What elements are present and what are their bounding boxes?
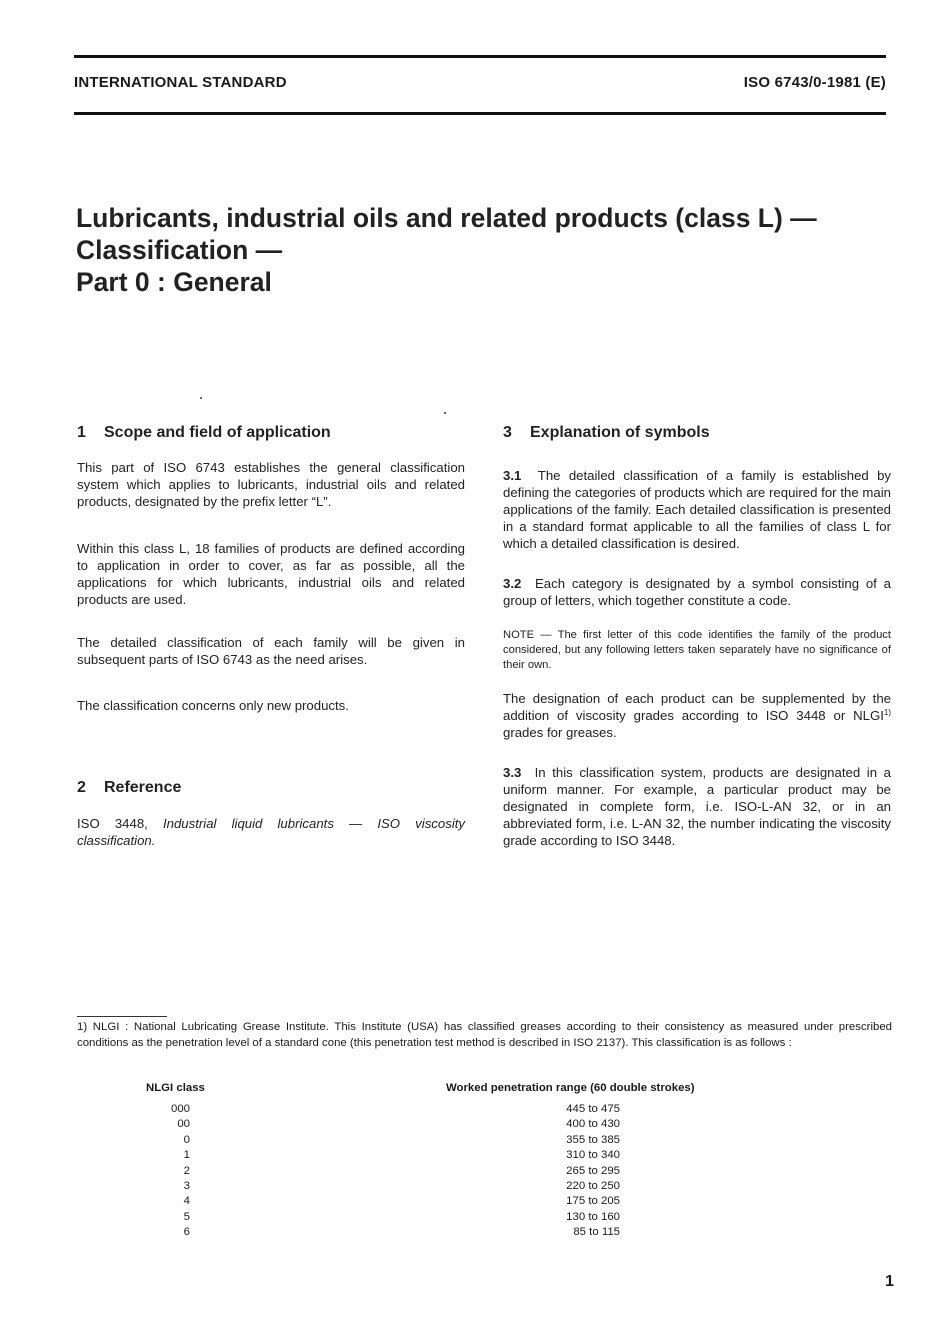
- section-title: Reference: [104, 779, 182, 796]
- header-standard-label: INTERNATIONAL STANDARD: [74, 74, 287, 91]
- table-cell: 00: [177, 1118, 190, 1131]
- table-cell: 175 to 205: [566, 1195, 620, 1208]
- footnote-rule: [77, 1016, 167, 1017]
- clause-3-3: [503, 764, 891, 849]
- section-3-heading: [503, 424, 710, 441]
- section-1-paragraph-2: Within this class L, 18 families of products are defined according to application in order to cover, as far as possible, all the applications for which lubricants, industrial oils and related products are used.: [77, 541, 465, 607]
- table-cell: 4: [183, 1195, 190, 1208]
- nlgi-table-header-penetration: Worked penetration range (60 double strokes): [446, 1082, 695, 1094]
- table-cell: 5: [183, 1210, 190, 1223]
- header-standard-number: ISO 6743/0-1981 (E): [743, 74, 886, 91]
- nlgi-table-header-class: NLGI class: [146, 1082, 205, 1094]
- table-cell: 0: [183, 1133, 190, 1146]
- header-bottom-rule: [74, 112, 886, 115]
- table-cell: 3: [183, 1179, 190, 1192]
- table-cell: 1: [183, 1149, 190, 1162]
- clause-number: 3.2: [503, 576, 522, 591]
- table-cell: 445 to 475: [566, 1103, 620, 1115]
- title-line-1: Lubricants, industrial oils and related products (class L) —: [76, 203, 817, 233]
- table-cell: 310 to 340: [566, 1149, 620, 1162]
- clause-text: The detailed classification of a family is established by defining the categories of products which are required for the main applications of the family. Each detailed classification is presented in a standard format applicable to all the families of class L for which a detailed classification is desired.: [503, 468, 891, 551]
- table-cell: 2: [183, 1164, 190, 1177]
- section-title: Scope and field of application: [104, 424, 331, 441]
- clause-3-2: [503, 575, 891, 609]
- scan-speck: [200, 397, 202, 399]
- section-title: Explanation of symbols: [530, 424, 710, 441]
- header-top-rule: [74, 55, 886, 58]
- reference-title: Industrial liquid lubricants — ISO viscosity classification.: [77, 816, 466, 848]
- table-cell: 6: [183, 1226, 190, 1239]
- clause-text: In this classification system, products are designated in a uniform manner. For example, a particular product may be designated in complete form, i.e. ISO-L-AN 32, or in an abbreviated form, i.e. L-AN 32, the number indicating the viscosity grade according to ISO 3448.: [503, 765, 891, 848]
- title-line-3: Part 0 : General: [76, 267, 272, 297]
- designation-paragraph: [503, 690, 891, 741]
- table-cell: 400 to 430: [566, 1118, 620, 1131]
- table-cell: 000: [170, 1103, 190, 1115]
- title-line-2: Classification —: [76, 235, 283, 265]
- clause-note: NOTE — The first letter of this code identifies the family of the product considered, but any following letters taken separately have no significance of their own.: [503, 629, 891, 671]
- clause-number: 3.3: [503, 765, 522, 780]
- table-cell: 355 to 385: [566, 1133, 620, 1146]
- footnote-ref: 1): [883, 708, 891, 717]
- document-title: [76, 202, 817, 298]
- section-number: 3: [503, 424, 512, 441]
- section-number: 2: [77, 779, 86, 796]
- table-cell: 85 to 115: [573, 1226, 620, 1239]
- section-number: 1: [77, 424, 86, 441]
- designation-text: The designation of each product can be supplemented by the addition of viscosity grades according to ISO 3448 or NLGI: [503, 691, 891, 723]
- table-cell: 130 to 160: [566, 1210, 620, 1223]
- reference-code: ISO 3448,: [77, 816, 148, 831]
- table-cell: 220 to 250: [566, 1179, 620, 1192]
- penetration-range-column: [540, 1102, 620, 1241]
- clause-3-1: [503, 467, 891, 552]
- scan-speck: [444, 412, 446, 414]
- clause-number: 3.1: [503, 468, 522, 483]
- section-1-heading: [77, 424, 331, 441]
- section-2-heading: [77, 779, 181, 796]
- clause-text: Each category is designated by a symbol consisting of a group of letters, which together constitute a code.: [503, 576, 891, 608]
- designation-tail: grades for greases.: [503, 725, 617, 740]
- section-1-paragraph-3: The detailed classification of each family will be given in subsequent parts of ISO 6743 as the need arises.: [77, 635, 465, 667]
- section-1-paragraph-4: The classification concerns only new products.: [77, 698, 349, 713]
- section-1-paragraph-1: This part of ISO 6743 establishes the general classification system which applies to lubricants, industrial oils and related products, designated by the prefix letter “L”.: [77, 460, 465, 509]
- table-cell: 265 to 295: [566, 1164, 620, 1177]
- nlgi-class-column: [150, 1102, 190, 1241]
- reference-paragraph: [77, 815, 465, 849]
- page-number: 1: [885, 1273, 894, 1290]
- footnote-text: 1) NLGI : National Lubricating Grease Institute. This Institute (USA) has classified greases according to their consistency as measured under prescribed conditions as the penetration level of a standard cone (this penetration test method is described in ISO 2137). This classification is as follows :: [77, 1021, 892, 1049]
